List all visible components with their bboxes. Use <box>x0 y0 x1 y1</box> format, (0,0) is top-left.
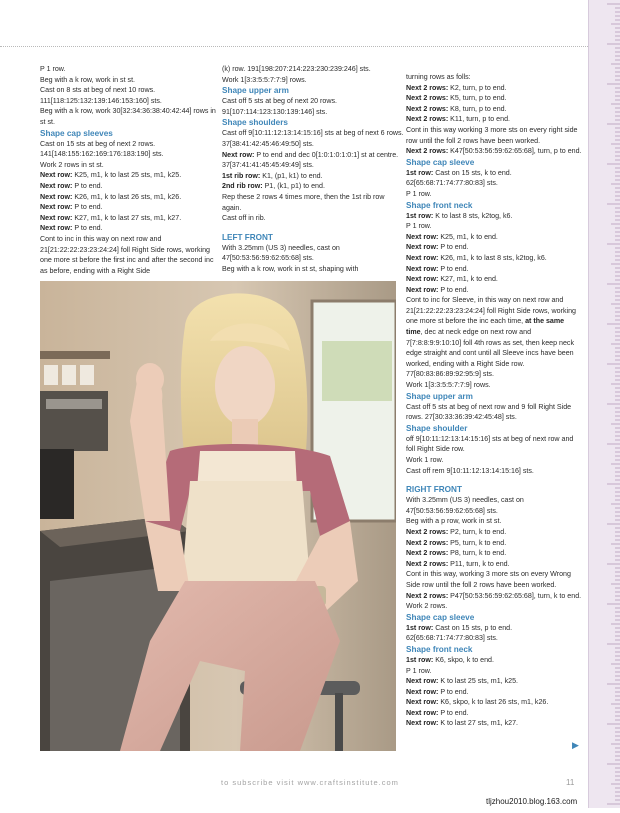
row-label: 2nd rib row: <box>222 182 263 191</box>
column-3 <box>406 72 582 729</box>
row-label: 1st row: <box>406 655 434 664</box>
instruction-row <box>222 150 404 171</box>
row-label: Next row: <box>406 253 439 262</box>
watermark: tljzhou2010.blog.163.com <box>486 797 578 806</box>
section-heading: Shape upper arm <box>222 86 289 96</box>
instruction-text <box>406 295 582 380</box>
row-text: K to last 8 sts, k2tog, k6. <box>435 211 513 220</box>
row-label: Next row: <box>40 224 73 233</box>
row-label: Next row: <box>40 213 73 222</box>
instruction-row <box>406 168 582 179</box>
instruction-row <box>406 285 582 296</box>
instruction-text: Cast on 15 sts at beg of next 2 rows. <box>40 139 156 148</box>
instruction-row <box>406 655 582 666</box>
instruction-row <box>406 104 582 115</box>
instruction-row <box>406 83 582 94</box>
instruction-text: 111[118:125:132:139:146:153:160] sts. <box>40 96 162 105</box>
row-label: Next 2 rows: <box>406 94 449 103</box>
measuring-ruler <box>588 0 620 808</box>
row-text: P to end. <box>440 264 469 273</box>
column-2 <box>222 64 404 275</box>
instruction-text: Cast off in rib. <box>222 214 266 223</box>
column-1 <box>40 64 218 276</box>
row-label: Next row: <box>406 285 439 294</box>
emphasis-text: at the same time <box>406 317 565 337</box>
row-text: P to end. <box>74 181 103 190</box>
section-heading: Shape upper arm <box>406 391 473 401</box>
row-label: Next row: <box>406 275 439 284</box>
instruction-row <box>406 676 582 687</box>
row-text: K2, turn, p to end. <box>450 83 507 92</box>
instruction-row <box>40 202 218 213</box>
instruction-row <box>406 687 582 698</box>
row-label: Next 2 rows: <box>406 559 449 568</box>
row-text: K8, turn, p to end. <box>450 104 507 113</box>
section-heading: LEFT FRONT <box>222 232 273 242</box>
row-text: Cast on 15 sts, k to end. <box>435 168 512 177</box>
instruction-text: Work 1 row. <box>406 456 444 464</box>
instruction-text: Beg with a k row, work in st st. <box>40 75 136 84</box>
row-text: K25, m1, k to end. <box>440 232 498 241</box>
section-heading: Shape cap sleeves <box>40 128 113 138</box>
row-text: K6, skpo, k to end. <box>435 655 494 664</box>
row-text: P to end and dec 0[1:0:1:0:1:0:1] st at centre. 37[37:41:41:45:45:49:49] sts. <box>222 150 399 170</box>
instruction-text: P 1 row. <box>406 222 432 231</box>
instruction-row <box>406 708 582 719</box>
instruction-text: 91[107:114:123:130:139:146] sts. <box>222 107 328 116</box>
row-text: K to last 27 sts, m1, k27. <box>440 719 518 728</box>
instruction-text: Beg with a p row, work in st st. <box>406 517 502 526</box>
row-label: Next 2 rows: <box>406 104 449 113</box>
row-label: Next 2 rows: <box>406 115 449 124</box>
instruction-row <box>406 591 582 602</box>
instruction-row <box>406 697 582 708</box>
row-label: 1st row: <box>406 623 434 632</box>
section-heading: Shape cap sleeve <box>406 157 475 167</box>
instruction-row <box>222 171 404 182</box>
row-label: Next 2 rows: <box>406 83 449 92</box>
instruction-row <box>406 274 582 285</box>
row-label: Next 2 rows: <box>406 591 449 600</box>
instruction-text: Work 2 rows. <box>406 602 448 611</box>
section-heading: Shape front neck <box>406 644 473 654</box>
instruction-row <box>40 192 218 203</box>
instruction-text: P 1 row. <box>406 189 432 198</box>
instruction-row <box>406 623 582 634</box>
instruction-text: P 1 row. <box>406 666 432 675</box>
instruction-row <box>406 253 582 264</box>
instruction-row <box>406 114 582 125</box>
row-text: P to end. <box>440 687 469 696</box>
instruction-row <box>40 213 218 224</box>
row-text: K1, (p1, k1) to end. <box>262 171 323 180</box>
row-text: K5, turn, p to end. <box>450 94 507 103</box>
instruction-row <box>406 527 582 538</box>
instruction-text: 62[65:68:71:74:77:80:83] sts. <box>406 179 498 188</box>
section-heading: RIGHT FRONT <box>406 485 462 495</box>
instruction-row <box>40 170 218 181</box>
row-text: K27, m1, k to end. <box>440 275 498 284</box>
instruction-text: P 1 row. <box>40 65 66 73</box>
instruction-row <box>406 146 582 157</box>
row-text: P to end. <box>440 285 469 294</box>
instruction-text: off 9[10:11:12:13:14:15:16] sts at beg of next row and foll Right Side row. <box>406 434 574 454</box>
instruction-text: Cont to inc in this way on next row and 21[21:22:22:23:23:24:24] foll Right Side rows, working one more st before the first inc and after the second inc as before, ending with a Right Side <box>40 234 214 275</box>
row-text: P to end. <box>74 203 103 212</box>
top-dotted-rule <box>0 46 620 47</box>
instruction-row <box>406 232 582 243</box>
instruction-text: (k) row. 191[198:207:214:223:230:239:246] sts. <box>222 65 371 73</box>
row-text: P8, turn, k to end. <box>450 549 507 558</box>
row-label: Next row: <box>222 150 255 159</box>
page-number: 11 <box>566 778 575 787</box>
row-text: K to last 25 sts, m1, k25. <box>440 677 518 686</box>
row-text: K26, m1, k to last 8 sts, k2tog, k6. <box>440 253 547 262</box>
row-text: P5, turn, k to end. <box>450 538 507 547</box>
instruction-text: Cast off rem 9[10:11:12:13:14:15:16] sts. <box>406 466 534 475</box>
row-label: Next 2 rows: <box>406 538 449 547</box>
row-label: Next row: <box>40 192 73 201</box>
instruction-row <box>406 538 582 549</box>
row-label: Next row: <box>406 719 439 728</box>
instruction-row <box>406 548 582 559</box>
instruction-row <box>406 242 582 253</box>
row-text: K25, m1, k to last 25 sts, m1, k25. <box>74 171 182 180</box>
row-label: Next row: <box>40 181 73 190</box>
row-label: Next row: <box>406 698 439 707</box>
instruction-text: Cont in this way, working 3 more sts on every Wrong Side row until the foll 2 rows have been worked. <box>406 570 571 589</box>
row-text: K27, m1, k to last 27 sts, m1, k27. <box>74 213 182 222</box>
row-label: 1st row: <box>406 211 434 220</box>
instruction-text: Cont in this way working 3 more sts on every right side row until the foll 2 rows have been worked. <box>406 125 578 145</box>
instruction-text: Beg with a k row, work 30[32:34:36:38:40:42:44] rows in st st. <box>40 107 216 126</box>
model-photo <box>40 281 396 751</box>
instruction-row <box>40 181 218 192</box>
instruction-row <box>406 211 582 222</box>
row-label: Next row: <box>406 687 439 696</box>
row-text: P to end. <box>440 708 469 717</box>
instruction-text: Work 1[3:3:5:5:7:7:9] rows. <box>222 75 307 84</box>
row-text: K11, turn, p to end. <box>450 115 510 124</box>
instruction-text: 141[148:155:162:169:176:183:190] sts. <box>40 150 164 159</box>
instruction-row <box>406 93 582 104</box>
section-heading: Shape cap sleeve <box>406 612 475 622</box>
instruction-fragment: Cont to inc for Sleeve, in this way on next row and 21[21:22:22:23:23:24:24] foll Right Side rows, working one more st before the inc each time, <box>406 296 576 326</box>
row-label: Next row: <box>406 232 439 241</box>
row-text: K6, skpo, k to last 26 sts, m1, k26. <box>440 698 549 707</box>
instruction-fragment: , dec at neck edge on next row and 7[7:8:8:9:9:10:10] foll 4th rows as set, then keep neck edge straight and cont until all Sleeve incs have been worked, ending with a Right Side row. 77[80:83:86:89:92:95:9] sts. <box>406 328 574 379</box>
row-text: P2, turn, k to end. <box>450 527 507 536</box>
row-text: P1, (k1, p1) to end. <box>264 182 325 191</box>
row-label: Next row: <box>40 171 73 180</box>
instruction-text: With 3.25mm (US 3) needles, cast on 47[50:53:56:59:62:65:68] sts. <box>222 243 340 263</box>
instruction-row <box>406 718 582 729</box>
instruction-text: Cast on 8 sts at beg of next 10 rows. <box>40 86 156 95</box>
row-label: Next row: <box>406 264 439 273</box>
instruction-text: Rep these 2 rows 4 times more, then the 1st rib row again. <box>222 192 385 212</box>
instruction-text: Cast off 9[10:11:12:13:14:15:16] sts at beg of next 6 rows. 37[38:41:42:45:46:49:50] sts. <box>222 129 404 148</box>
row-label: Next row: <box>406 677 439 686</box>
row-label: Next 2 rows: <box>406 147 449 156</box>
instruction-row <box>40 223 218 234</box>
continue-arrow-icon: ▶ <box>572 740 579 750</box>
instruction-text: Beg with a k row, work in st st, shaping with <box>222 264 359 273</box>
instruction-text: turning rows as folls: <box>406 73 471 81</box>
row-text: P to end. <box>440 243 469 252</box>
instruction-text: Cast off 5 sts at beg of next row and 9 foll Right Side rows. 27[30:33:36:39:42:45:48] sts. <box>406 402 572 422</box>
section-heading: Shape shoulders <box>222 118 288 128</box>
instruction-text: With 3.25mm (US 3) needles, cast on 47[50:53:56:59:62:65:68] sts. <box>406 496 524 515</box>
row-label: Next row: <box>40 203 73 212</box>
section-heading: Shape shoulder <box>406 423 468 433</box>
row-label: Next row: <box>406 243 439 252</box>
row-text: K47[50:53:56:59:62:65:68], turn, p to end. <box>450 147 582 156</box>
instruction-row <box>222 181 404 192</box>
row-text: Cast on 15 sts, p to end. <box>435 623 513 632</box>
row-label: Next 2 rows: <box>406 527 449 536</box>
instruction-text: Work 2 rows in st st. <box>40 160 104 169</box>
instruction-text: Work 1[3:3:5:5:7:7:9] rows. <box>406 381 491 390</box>
row-text: P to end. <box>74 224 103 233</box>
row-label: Next 2 rows: <box>406 549 449 558</box>
row-text: K26, m1, k to last 26 sts, m1, k26. <box>74 192 182 201</box>
row-label: 1st row: <box>406 168 434 177</box>
row-text: P11, turn, k to end. <box>450 559 510 568</box>
footer-subscribe: to subscribe visit www.craftsinstitute.com <box>221 778 399 787</box>
instruction-text: Cast off 5 sts at beg of next 20 rows. <box>222 97 338 106</box>
instruction-row <box>406 559 582 570</box>
row-label: 1st rib row: <box>222 171 261 180</box>
section-heading: Shape front neck <box>406 200 473 210</box>
row-label: Next row: <box>406 708 439 717</box>
instruction-row <box>406 264 582 275</box>
row-text: P47[50:53:56:59:62:65:68], turn, k to end. <box>450 591 582 600</box>
instruction-text: 62[65:68:71:74:77:80:83] sts. <box>406 634 498 643</box>
